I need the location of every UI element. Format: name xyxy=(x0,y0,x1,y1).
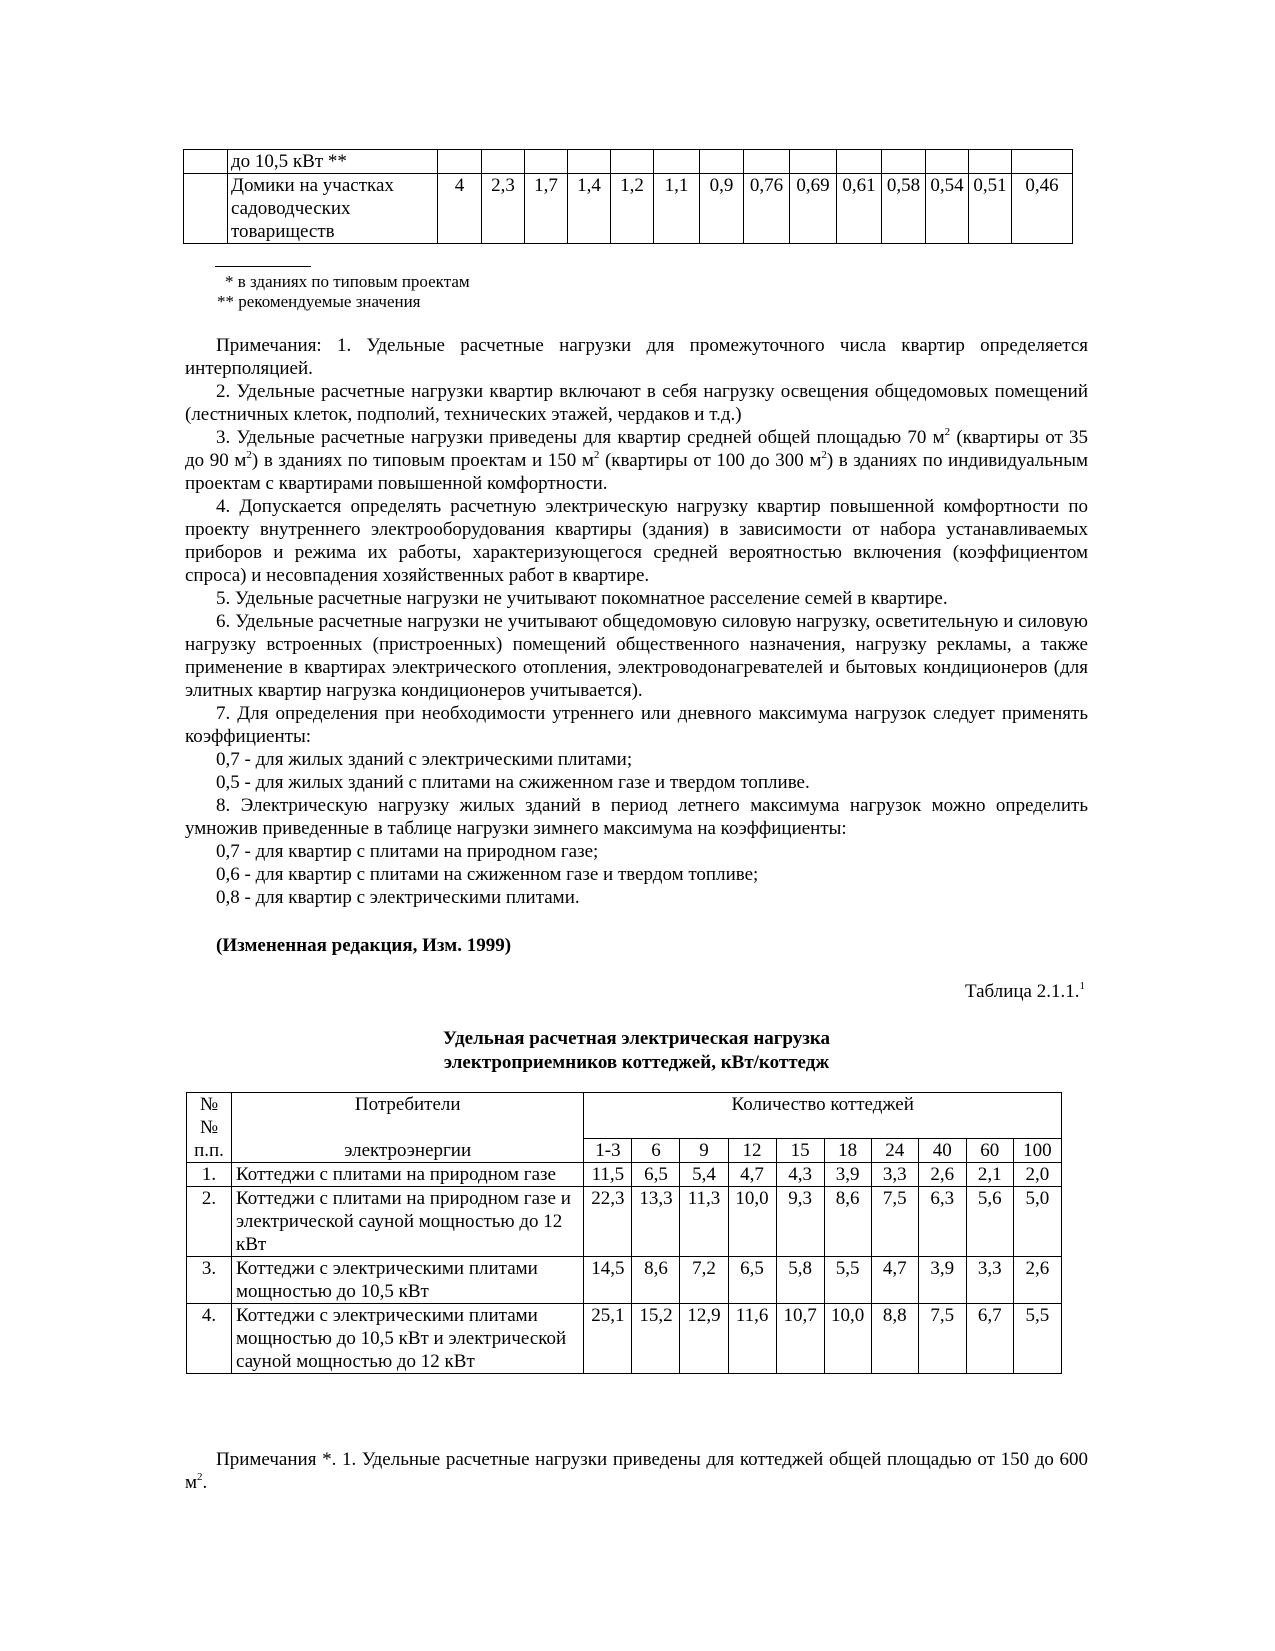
value-cell: 5,6 xyxy=(966,1187,1013,1257)
note-8-c: 0,8 - для квартир с электрическими плитами. xyxy=(216,887,580,908)
value-cell: 3,3 xyxy=(871,1163,918,1187)
row-index: 3. xyxy=(187,1257,232,1304)
note-7-b: 0,5 - для жилых зданий с плитами на сжиженном газе и твердом топливе. xyxy=(216,772,810,793)
value-cell: 25,1 xyxy=(584,1304,632,1374)
value-cell: 0,51 xyxy=(969,174,1012,244)
row-name: Коттеджи с электрическими плитами мощностью до 10,5 кВт xyxy=(232,1257,584,1304)
value-cell: 11,6 xyxy=(728,1304,776,1374)
value-cell: 7,5 xyxy=(871,1187,918,1257)
note-3: 3. Удельные расчетные нагрузки приведены для квартир средней общей площадью 70 $м^2$ (квартиры от 35 до 90 $м^2$) в зданиях по типовым проектам и 150 $м^2$ (квартиры от 100 до 300 $м^2$) в зданиях по индивидуальным проектам с квартирами повышенной комфортности. xyxy=(185,425,1088,494)
table-row xyxy=(184,150,1073,174)
note-8: 8. Электрическую нагрузку жилых зданий в период летнего максимума нагрузок можно определить умножив приведенные в таблице нагрузки зимнего максимума на коэффициенты: xyxy=(185,795,1088,839)
row-name: до 10,5 кВт ** xyxy=(228,150,438,174)
value-cell: 2,0 xyxy=(1013,1163,1061,1187)
value-cell: 0,61 xyxy=(837,174,882,244)
value-cell: 0,54 xyxy=(926,174,969,244)
value-cell: 10,0 xyxy=(728,1187,776,1257)
value-cell: 2,1 xyxy=(966,1163,1013,1187)
note-7-a: 0,7 - для жилых зданий с электрическими плитами; xyxy=(216,749,633,770)
value-cell: 4,7 xyxy=(871,1257,918,1304)
value-cell: 8,6 xyxy=(632,1257,680,1304)
value-cell: 10,0 xyxy=(824,1304,871,1374)
value-cell: 8,6 xyxy=(824,1187,871,1257)
cottage-load-table xyxy=(186,1092,1062,1374)
value-cell: 11,5 xyxy=(584,1163,632,1187)
table-title: Удельная расчетная электрическая нагрузка электроприемников коттеджей, кВт/коттедж xyxy=(442,1028,831,1073)
table-row xyxy=(184,174,1073,244)
value-cell: 14,5 xyxy=(584,1257,632,1304)
count-header: 9 xyxy=(680,1139,728,1163)
table-row xyxy=(187,1163,1062,1187)
value-cell: 4,3 xyxy=(776,1163,824,1187)
value-cell: 5,5 xyxy=(1013,1304,1061,1374)
apartment-load-table-continuation xyxy=(183,149,1073,244)
value-cell: 11,3 xyxy=(680,1187,728,1257)
row-name: Коттеджи с плитами на природном газе xyxy=(232,1163,584,1187)
count-header: 100 xyxy=(1013,1139,1061,1163)
value-cell: 0,76 xyxy=(744,174,790,244)
value-cell: 6,7 xyxy=(966,1304,1013,1374)
value-cell: 1,7 xyxy=(525,174,568,244)
edition-note: (Измененная редакция, Изм. 1999) xyxy=(216,935,512,956)
count-header: 6 xyxy=(632,1139,680,1163)
table-row xyxy=(187,1257,1062,1304)
table-cell xyxy=(184,174,228,244)
value-cell: 6,5 xyxy=(728,1257,776,1304)
row-name: Домики на участках садоводческих товариществ xyxy=(228,174,438,244)
value-cell: 3,3 xyxy=(966,1257,1013,1304)
footnote-2: ** рекомендуемые значения xyxy=(217,292,421,311)
value-cell: 0,9 xyxy=(700,174,744,244)
value-cell: 2,3 xyxy=(482,174,525,244)
value-cell: 4,7 xyxy=(728,1163,776,1187)
value-cell: 5,4 xyxy=(680,1163,728,1187)
note-8-b: 0,6 - для квартир с плитами на сжиженном газе и твердом топливе; xyxy=(216,864,759,885)
count-header: 12 xyxy=(728,1139,776,1163)
value-cell: 13,3 xyxy=(632,1187,680,1257)
row-index: 2. xyxy=(187,1187,232,1257)
value-cell: 22,3 xyxy=(584,1187,632,1257)
value-cell: 7,5 xyxy=(918,1304,966,1374)
count-header: 18 xyxy=(824,1139,871,1163)
count-header: 15 xyxy=(776,1139,824,1163)
header-consumers: Потребители электроэнергии xyxy=(232,1093,584,1163)
value-cell: 1,2 xyxy=(611,174,654,244)
value-cell: 3,9 xyxy=(918,1257,966,1304)
value-cell: 3,9 xyxy=(824,1163,871,1187)
row-name: Коттеджи с плитами на природном газе и электрической сауной мощностью до 12 кВт xyxy=(232,1187,584,1257)
value-cell: 0,58 xyxy=(882,174,926,244)
count-header: 24 xyxy=(871,1139,918,1163)
value-cell: 1,4 xyxy=(568,174,611,244)
notes-section xyxy=(185,334,1088,909)
count-header: 60 xyxy=(966,1139,1013,1163)
note-4: 4. Допускается определять расчетную электрическую нагрузку квартир повышенной комфортности по проекту внутреннего электрооборудования квартиры (здания) в зависимости от набора устанавливаемых приборов и режима их работы, характеризующегося средней вероятностью включения (коэффициентом спроса) и несовпадения хозяйственных работ в квартире. xyxy=(185,496,1088,586)
row-index: 1. xyxy=(187,1163,232,1187)
header-row xyxy=(187,1093,1062,1139)
row-index: 4. xyxy=(187,1304,232,1374)
value-cell: 7,2 xyxy=(680,1257,728,1304)
value-cell: 10,7 xyxy=(776,1304,824,1374)
table-row xyxy=(187,1187,1062,1257)
value-cell: 0,69 xyxy=(790,174,837,244)
cottage-table-note: Примечания *. 1. Удельные расчетные нагрузки приведены для коттеджей общей площадью от 150 до 600 $м^2$. xyxy=(185,1449,1088,1493)
value-cell: 12,9 xyxy=(680,1304,728,1374)
note-6: 6. Удельные расчетные нагрузки не учитывают общедомовую силовую нагрузку, осветительную и силовую нагрузку встроенных (пристроенных) помещений общественного назначения, нагрузку рекламы, а также применение в квартирах электрического отопления, электроводонагревателей и бытовых кондиционеров (для элитных квартир нагрузка кондиционеров учитывается). xyxy=(185,611,1088,701)
note-8-a: 0,7 - для квартир с плитами на природном газе; xyxy=(216,841,599,862)
value-cell: 9,3 xyxy=(776,1187,824,1257)
table-cell xyxy=(184,150,228,174)
header-count: Количество коттеджей xyxy=(584,1093,1062,1139)
count-header: 40 xyxy=(918,1139,966,1163)
footnote-1: * в зданиях по типовым проектам xyxy=(225,272,470,291)
value-cell: 5,5 xyxy=(824,1257,871,1304)
value-cell: 6,3 xyxy=(918,1187,966,1257)
value-cell: 1,1 xyxy=(654,174,700,244)
note-5: 5. Удельные расчетные нагрузки не учитывают покомнатное расселение семей в квартире. xyxy=(216,588,948,609)
value-cell: 2,6 xyxy=(1013,1257,1061,1304)
note-7: 7. Для определения при необходимости утреннего или дневного максимума нагрузок следует применять коэффициенты: xyxy=(185,703,1088,747)
value-cell: 5,0 xyxy=(1013,1187,1061,1257)
value-cell: 8,8 xyxy=(871,1304,918,1374)
footnote-divider xyxy=(215,266,311,267)
value-cell: 15,2 xyxy=(632,1304,680,1374)
value-cell: 5,8 xyxy=(776,1257,824,1304)
table-row xyxy=(187,1304,1062,1374)
value-cell: 6,5 xyxy=(632,1163,680,1187)
value-cell: 2,6 xyxy=(918,1163,966,1187)
note-2: 2. Удельные расчетные нагрузки квартир включают в себя нагрузку освещения общедомовых помещений (лестничных клеток, подполий, технических этажей, чердаков и т.д.) xyxy=(185,381,1088,425)
note-1: Примечания: 1. Удельные расчетные нагрузки для промежуточного числа квартир определяется интерполяцией. xyxy=(185,335,1088,379)
table-number: Таблица 2.1.1.$^1$ xyxy=(964,979,1085,1002)
header-number: № № п.п. xyxy=(187,1093,232,1163)
count-header: 1-3 xyxy=(584,1139,632,1163)
row-name: Коттеджи с электрическими плитами мощностью до 10,5 кВт и электрической сауной мощностью до 12 кВт xyxy=(232,1304,584,1374)
value-cell: 0,46 xyxy=(1012,174,1073,244)
value-cell: 4 xyxy=(438,174,482,244)
